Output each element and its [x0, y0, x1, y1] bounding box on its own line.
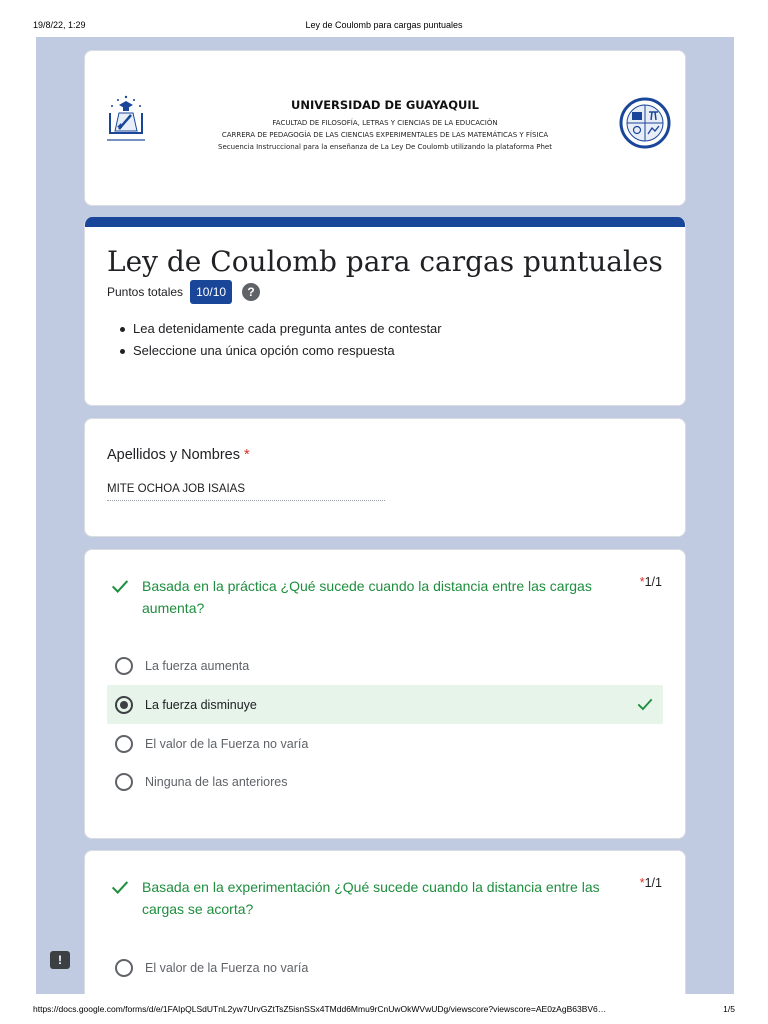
radio-button[interactable]: [115, 657, 133, 675]
question-text: Basada en la práctica ¿Qué sucede cuando la distancia entre las cargas aumenta?: [142, 578, 592, 616]
radio-button[interactable]: [115, 735, 133, 753]
form-title-card: [84, 217, 686, 406]
sequence-description: Secuencia Instruccional para la enseñanza de La Ley De Coulomb utilizando la plataforma Phet: [218, 143, 552, 151]
print-document-title: Ley de Coulomb para cargas puntuales: [305, 20, 463, 30]
check-icon: [109, 876, 131, 898]
question-score: [640, 575, 662, 589]
answer-option[interactable]: [107, 724, 663, 763]
question-score: [640, 876, 662, 890]
name-field-card: [84, 418, 686, 537]
help-icon[interactable]: ?: [242, 283, 260, 301]
print-footer: [0, 994, 768, 1024]
answer-option-selected[interactable]: [107, 685, 663, 724]
total-score-badge: 10/10: [190, 280, 232, 304]
banner-text: [155, 98, 615, 153]
question-score-value: 1/1: [644, 876, 662, 890]
correct-check-icon: [635, 694, 655, 714]
radio-button[interactable]: [115, 773, 133, 791]
radio-button[interactable]: [115, 959, 133, 977]
answer-option-label: La fuerza disminuye: [145, 697, 257, 712]
print-header: [0, 0, 768, 40]
total-points-label: Puntos totales: [107, 285, 184, 299]
instruction-item: Lea detenidamente cada pregunta antes de contestar: [119, 321, 442, 336]
report-problem-icon[interactable]: !: [50, 951, 70, 969]
university-crest-icon: [103, 93, 149, 149]
answer-option[interactable]: [107, 646, 663, 685]
page-number: 1/5: [723, 1004, 735, 1014]
answer-option-label: Ninguna de las anteriores: [145, 774, 288, 789]
total-points-row: [107, 280, 260, 304]
form-background: [36, 37, 734, 994]
header-banner-card: [84, 50, 686, 206]
career-name: CARRERA DE PEDAGOGÍA DE LAS CIENCIAS EXPERIMENTALES DE LAS MATEMÁTICAS Y FÍSICA: [221, 131, 549, 139]
print-url: https://docs.google.com/forms/d/e/1FAIpQLSdUTnL2yw7UrvGZtTsZ5isnSSx4TMdd6Mmu9rCnUwOkWVwUDg/viewscore?viewscore=AE0zAgB63BV6…: [33, 1004, 607, 1014]
university-name: UNIVERSIDAD DE GUAYAQUIL: [291, 98, 479, 112]
question-text: Basada en la experimentación ¿Qué sucede cuando la distancia entre las cargas se acorta?: [142, 879, 600, 917]
question-card: [84, 850, 686, 994]
answer-option[interactable]: [107, 762, 663, 801]
print-date: 19/8/22, 1:29: [33, 20, 86, 30]
required-asterisk: *: [639, 876, 645, 890]
form-title: Ley de Coulomb para cargas puntuales: [107, 245, 663, 278]
math-physics-seal-icon: [619, 97, 671, 149]
required-asterisk: *: [244, 447, 250, 463]
faculty-name: FACULTAD DE FILOSOFÍA, LETRAS Y CIENCIAS DE LA EDUCACIÓN: [272, 119, 498, 127]
question-score-value: 1/1: [644, 575, 662, 589]
answer-option-label: La fuerza aumenta: [145, 658, 250, 673]
check-icon: [109, 575, 131, 597]
required-asterisk: *: [639, 575, 645, 589]
answer-option[interactable]: [107, 948, 663, 987]
name-field-label-text: Apellidos y Nombres: [107, 447, 240, 463]
answer-option-label: El valor de la Fuerza no varía: [145, 736, 309, 751]
instructions-list: [119, 321, 442, 365]
title-accent-bar: [84, 217, 686, 227]
radio-button-selected[interactable]: [115, 696, 133, 714]
answer-option-label: El valor de la Fuerza no varía: [145, 960, 309, 975]
name-field-input[interactable]: MITE OCHOA JOB ISAIAS: [107, 483, 385, 501]
question-card: [84, 549, 686, 839]
name-field-label: [107, 447, 250, 463]
instruction-item: Seleccione una única opción como respuesta: [119, 343, 442, 358]
